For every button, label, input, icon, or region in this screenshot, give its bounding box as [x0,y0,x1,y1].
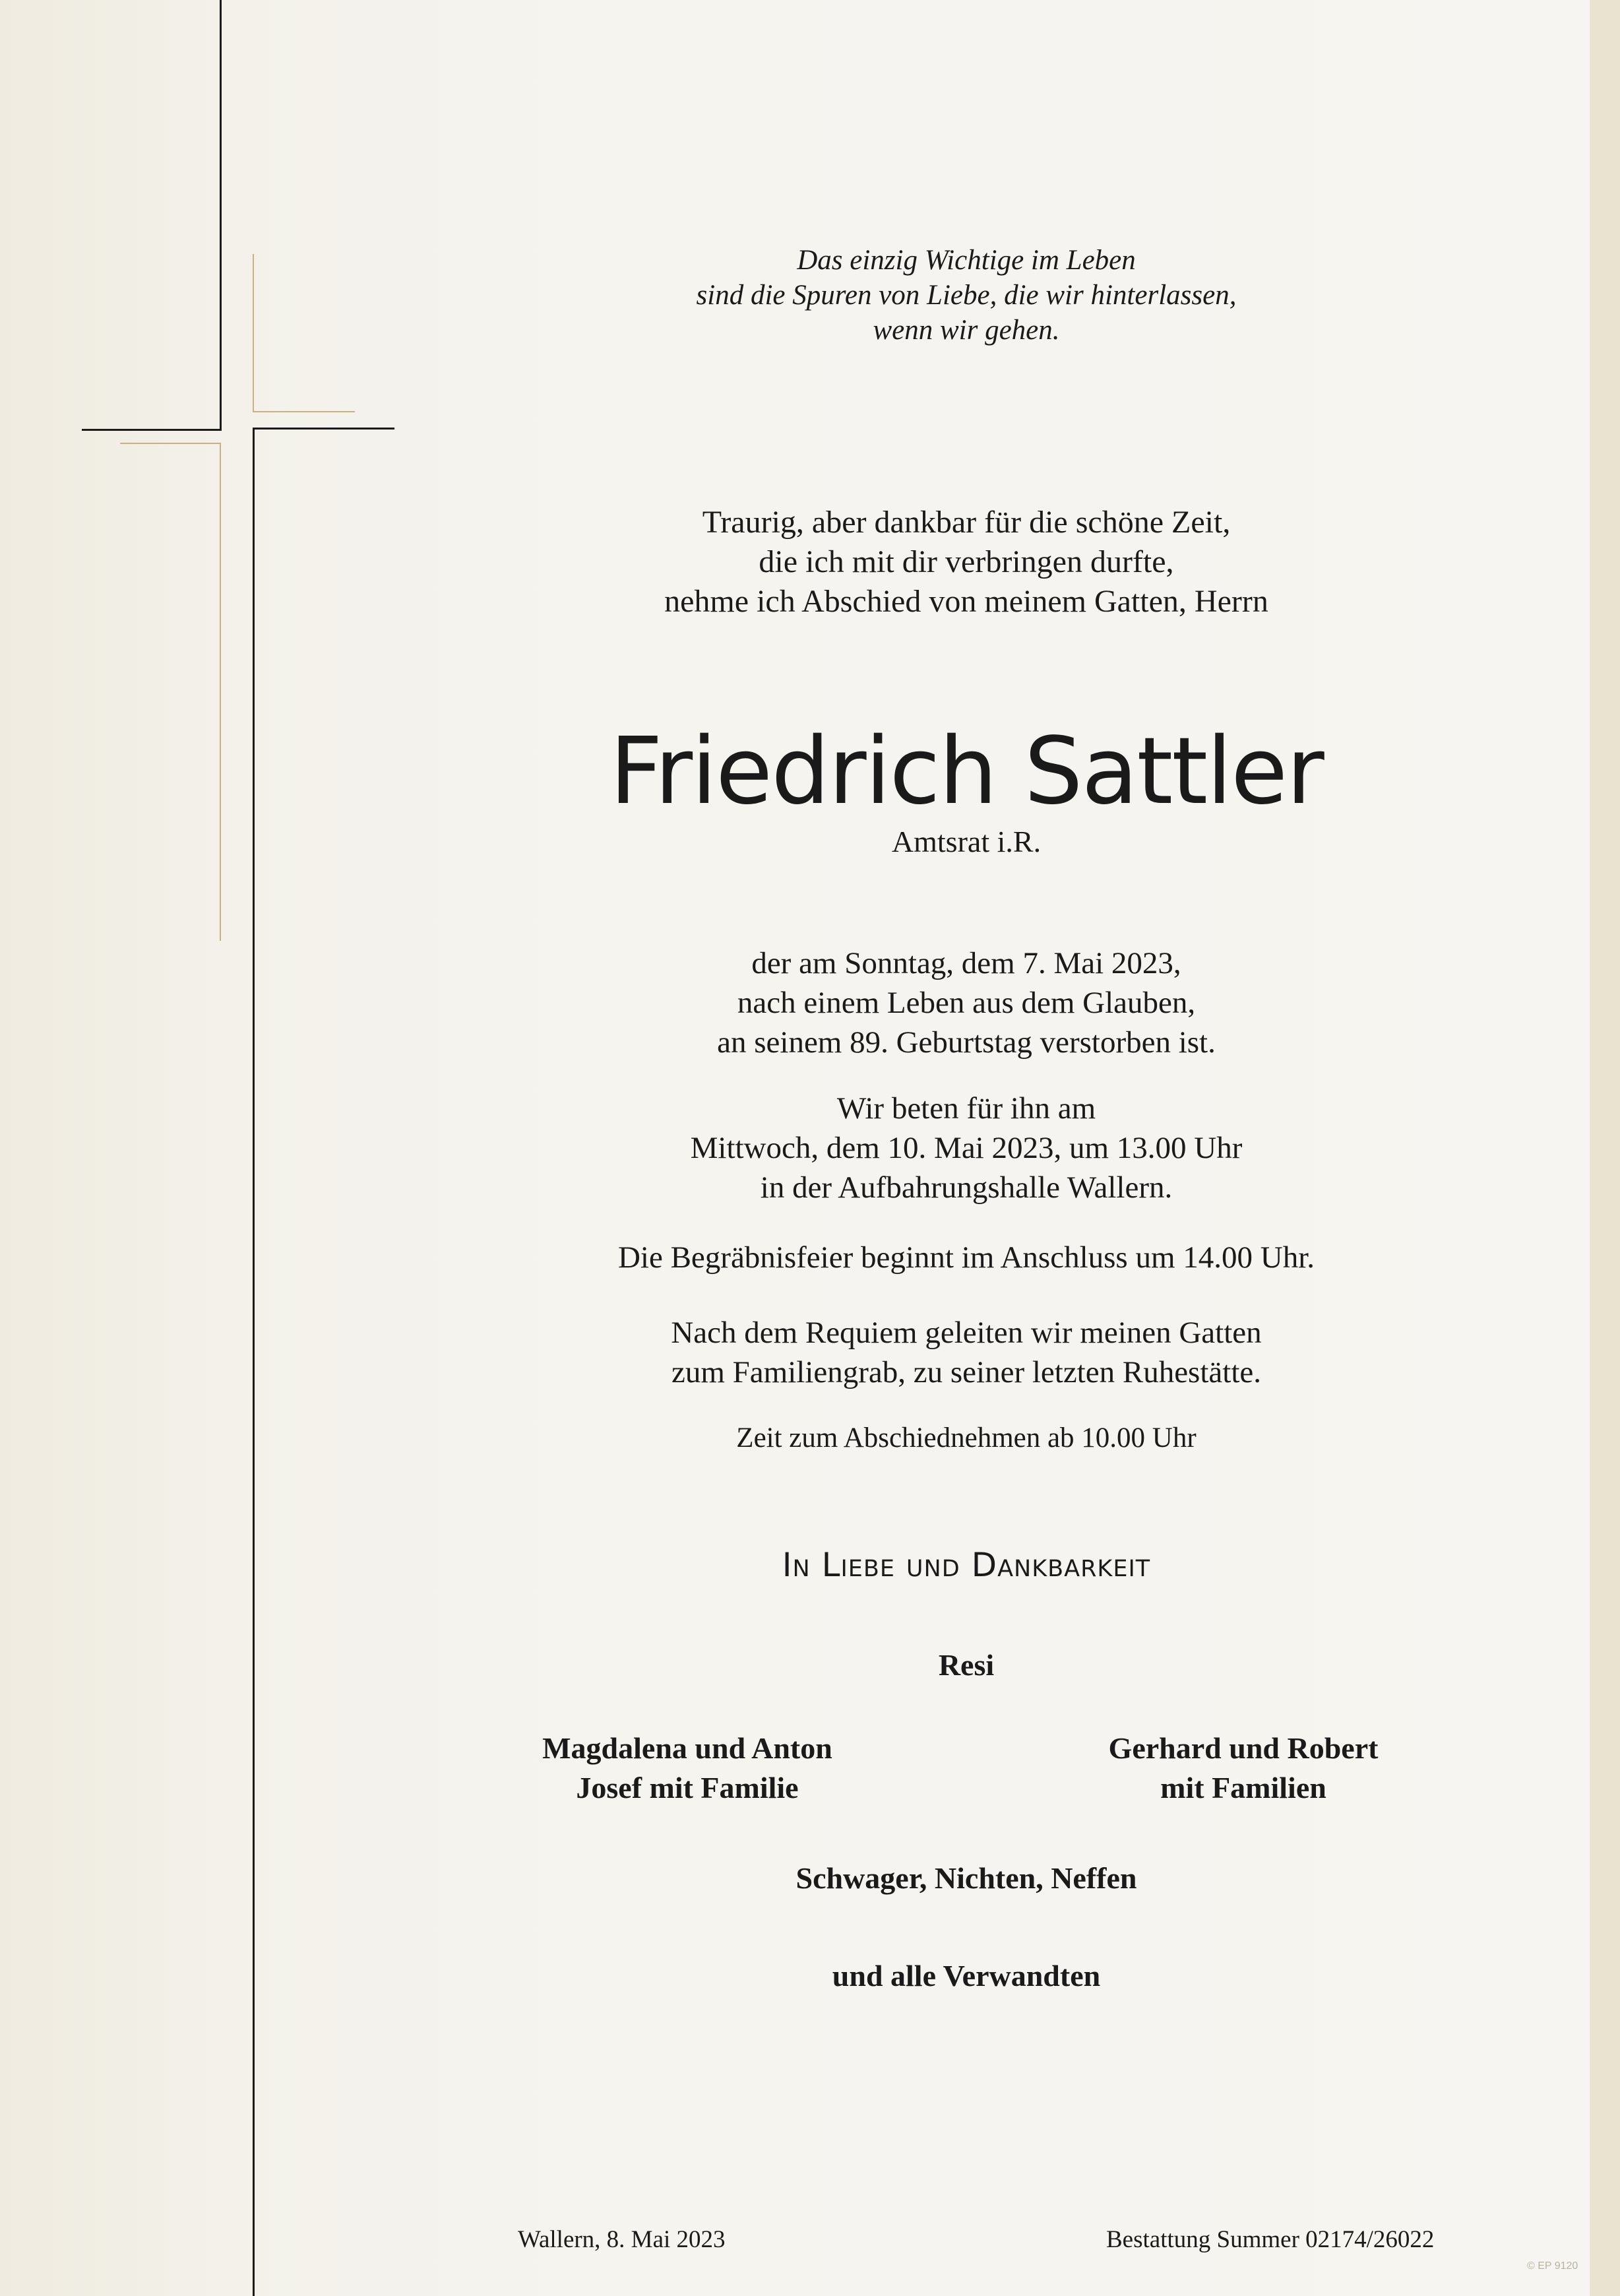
mourner-spouse: Resi [938,1648,995,1682]
cross-gold-horizontal-left [120,443,221,444]
motto-quote [580,243,1352,348]
death-notice [580,943,1352,1062]
footer-place-date: Wallern, 8. Mai 2023 [518,2226,726,2253]
prayer-line: Mittwoch, dem 10. Mai 2023, um 13.00 Uhr [690,1131,1243,1165]
cross-gold-vertical-upper [253,254,254,412]
cross-black-vertical-lower [253,428,255,2296]
burial-line: Nach dem Requiem geleiten wir meinen Gatten [671,1316,1262,1350]
intro-line: die ich mit dir verbringen durfte, [759,544,1174,579]
cross-gold-vertical-lower [220,443,221,941]
mourner-inlaws: Schwager, Nichten, Neffen [795,1861,1137,1895]
farewell-time: Zeit zum Abschiednehmen ab 10.00 Uhr [736,1422,1197,1453]
motto-line: Das einzig Wichtige im Leben [797,245,1136,276]
mourner-line: Gerhard und Robert [1108,1731,1379,1765]
cross-black-horizontal-left [82,429,222,431]
cross-black-vertical-upper [220,0,222,431]
prayer-line: in der Aufbahrungshalle Wallern. [760,1170,1173,1205]
funeral-notice: Die Begräbnisfeier beginnt im Anschluss um 14.00 Uhr. [617,1240,1315,1275]
mourner-relatives: und alle Verwandten [832,1959,1101,1993]
burial-notice [580,1313,1352,1392]
deceased-title: Amtsrat i.R. [891,825,1042,858]
motto-line: wenn wir gehen. [873,315,1060,346]
deceased-name: Friedrich Sattler [609,718,1323,825]
intro-text [580,503,1352,622]
closing-phrase: In Liebe und Dankbarkeit [782,1546,1151,1584]
mourner-line: Josef mit Familie [576,1771,799,1804]
mourner-line: mit Familien [1160,1771,1326,1804]
prayer-notice [580,1089,1352,1207]
mourners-right-column [1039,1729,1448,1808]
death-line: der am Sonntag, dem 7. Mai 2023, [751,946,1181,980]
print-code: © EP 9120 [1527,2260,1578,2272]
mourner-line: Magdalena und Anton [542,1731,832,1765]
burial-line: zum Familiengrab, zu seiner letzten Ruhestätte. [671,1355,1261,1389]
motto-line: sind die Spuren von Liebe, die wir hinterlassen, [696,280,1237,311]
mourners-left-column [483,1729,892,1808]
cross-gold-horizontal-right [253,411,355,412]
cross-black-horizontal-right [253,428,394,430]
footer-undertaker: Bestattung Summer 02174/26022 [1106,2226,1435,2253]
death-line: an seinem 89. Geburtstag verstorben ist. [717,1025,1216,1060]
intro-line: Traurig, aber dankbar für die schöne Zeit, [702,505,1231,540]
intro-line: nehme ich Abschied von meinem Gatten, Herrn [664,584,1268,619]
page-edge [1590,0,1620,2296]
prayer-line: Wir beten für ihn am [836,1091,1096,1126]
death-line: nach einem Leben aus dem Glauben, [737,986,1196,1020]
